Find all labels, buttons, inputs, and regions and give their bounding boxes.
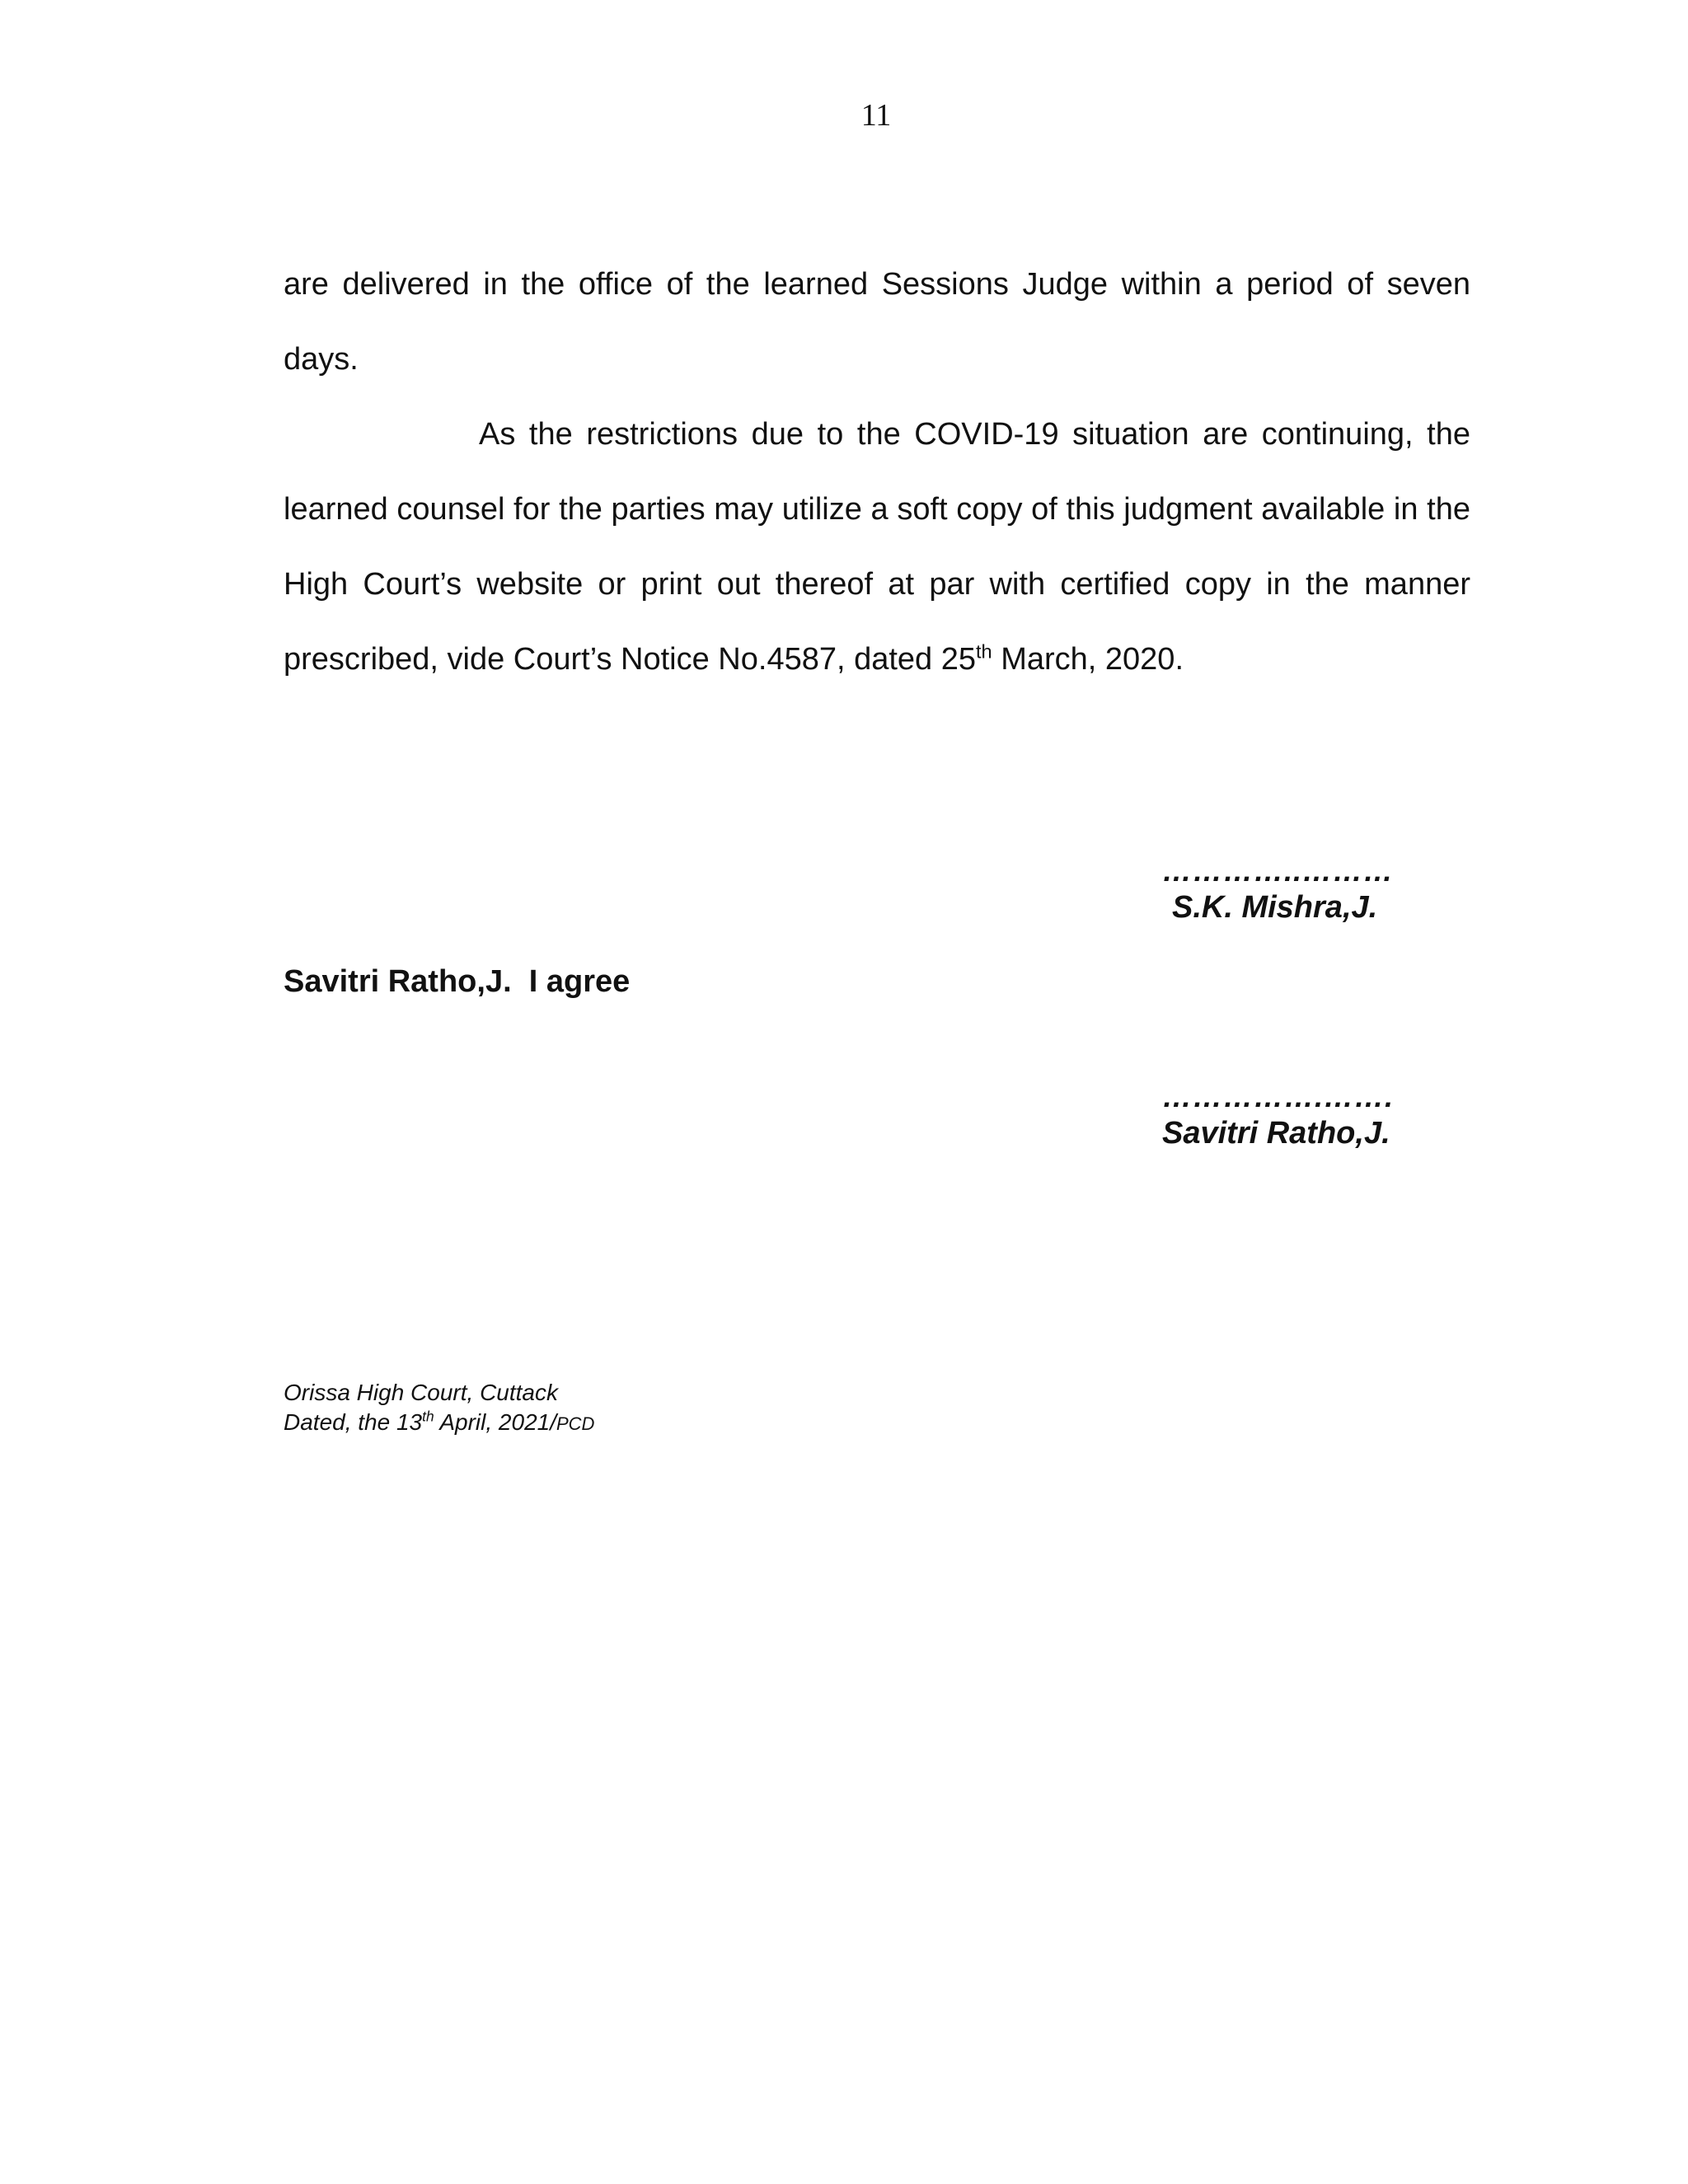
concurrence-statement: Savitri Ratho,J. I agree	[284, 964, 631, 999]
signature-line-1: …………..………	[1162, 854, 1395, 888]
judgment-date	[284, 1408, 594, 1439]
judgment-body	[284, 247, 1470, 697]
court-location: Orissa High Court, Cuttack	[284, 1380, 558, 1405]
paragraph-2	[284, 397, 1470, 697]
paragraph-2-text: As the restrictions due to the COVID-19 situation are continuing, the learned counsel for the parties may utilize a soft copy of this judgment available in the High Court’s website or print out thereof at par with certified copy in the manner prescribed, vide Court’s Notice No.4587, dated 25	[284, 417, 1470, 677]
paragraph-1: are delivered in the office of the learned Sessions Judge within a period of seven days.	[284, 267, 1470, 377]
date-ordinal-suffix: th	[422, 1408, 434, 1425]
ordinal-suffix: th	[976, 640, 992, 663]
date-text-ending: April, 2021/	[434, 1409, 556, 1435]
signature-line-2: …………….…….	[1162, 1080, 1395, 1113]
signature-name-2: Savitri Ratho,J.	[1162, 1116, 1390, 1151]
typist-initials: PCD	[556, 1413, 595, 1434]
date-text: Dated, the 13	[284, 1409, 423, 1435]
page-number: 11	[860, 98, 892, 133]
paragraph-2-ending: March, 2020.	[992, 642, 1184, 677]
signature-name-1: S.K. Mishra,J.	[1172, 890, 1378, 925]
court-footer	[284, 1378, 594, 1439]
